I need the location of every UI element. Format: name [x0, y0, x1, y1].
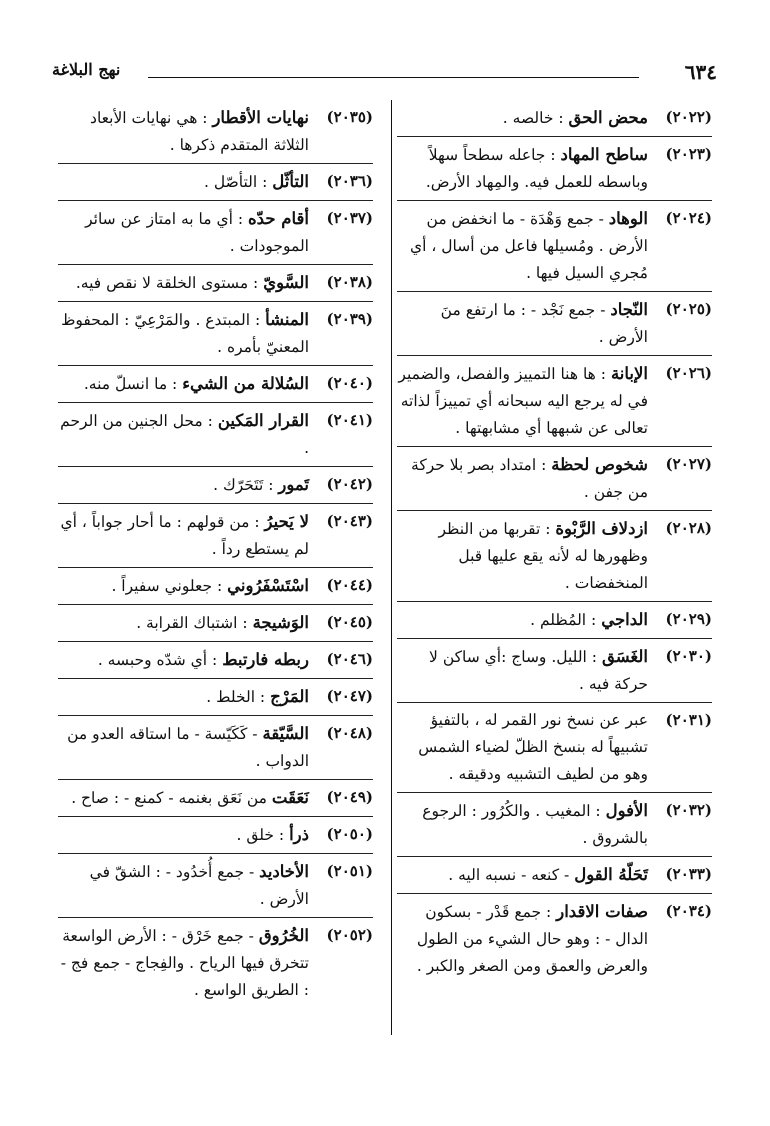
entry-body: [58, 784, 309, 812]
entry-definition: : خلق .: [236, 826, 285, 844]
entry-number: (٢٠٥١): [326, 862, 373, 880]
glossary-entry: [397, 103, 712, 137]
entry-term: الداجي: [601, 610, 648, 629]
entry-definition: : الليل. وساج :أي ساكن لا حركة فيه .: [429, 648, 648, 693]
entry-body: [58, 370, 309, 398]
entry-body: [397, 141, 648, 196]
book-title: نهج البلاغة: [52, 60, 121, 79]
glossary-entry: [58, 820, 373, 854]
entry-definition: : اشتباك القرابة .: [136, 614, 248, 632]
entry-body: [58, 306, 309, 361]
entry-body: [58, 471, 309, 499]
entry-definition: : ها هنا التمييز والفصل، والضمير في له يرجع اليه سبحانه أي تمييزاً لذاته تعالى عن شبهها أي مشابهتها .: [398, 365, 648, 437]
glossary-entry: [58, 783, 373, 817]
entry-definition: : المغيب . والكُرُور : الرجوع بالشروق .: [422, 802, 648, 847]
entry-term: اسْتَسْفَرُوني: [227, 576, 309, 595]
entry-definition: - جمع خَرْق - : الأرض الواسعة تتخرق فيها الرياح . والفِجاج - جمع فج - : الطريق الواسع .: [60, 927, 309, 999]
entry-body: [397, 797, 648, 852]
glossary-entry: [397, 140, 712, 201]
entry-body: [58, 683, 309, 711]
entry-number: (٢٠٣١): [665, 711, 712, 729]
entry-term: المنشأ: [265, 310, 309, 329]
left-column: [58, 103, 373, 1011]
header-rule: [148, 77, 639, 78]
entry-term: الإبانة: [610, 364, 648, 383]
glossary-entry: [397, 796, 712, 857]
entry-body: [397, 898, 648, 980]
entry-definition: : تقربها من النظر وظهورها له لأنه يقع عليها قبل المنخفضات .: [438, 520, 648, 592]
glossary-entry: [58, 268, 373, 302]
entry-body: [397, 707, 648, 788]
entry-body: [58, 572, 309, 600]
entry-definition: : المُظلم .: [530, 611, 597, 629]
glossary-entry: [58, 571, 373, 605]
entry-definition: : هي نهايات الأبعاد الثلاثة المتقدم ذكرها .: [90, 109, 309, 154]
entry-term: محض الحق: [568, 108, 648, 127]
entry-number: (٢٠٢٦): [665, 364, 712, 382]
entry-definition: - كَكَيّسة - ما استاقه العدو من الدواب .: [67, 725, 309, 770]
glossary-entry: [58, 406, 373, 467]
entry-number: (٢٠٢٢): [665, 108, 712, 126]
entry-number: (٢٠٥٢): [326, 926, 373, 944]
entry-term: تَمور: [278, 475, 309, 494]
entry-definition: : من قولهم : ما أحار جواباً ، أي لم يستطع رداً .: [60, 513, 309, 558]
entry-number: (٢٠٤٩): [326, 788, 373, 806]
glossary-entry: [397, 514, 712, 602]
entry-number: (٢٠٤٦): [326, 650, 373, 668]
entry-number: (٢٠٣٧): [326, 209, 373, 227]
entry-definition: - جمع أُخدُود - : الشقّ في الأرض .: [89, 863, 309, 908]
glossary-entry: [397, 204, 712, 292]
entry-body: [58, 104, 309, 159]
entry-number: (٢٠٢٧): [665, 455, 712, 473]
entry-body: [58, 821, 309, 849]
entry-number: (٢٠٣٥): [326, 108, 373, 126]
glossary-entry: [58, 369, 373, 403]
entry-number: (٢٠٢٤): [665, 209, 712, 227]
entry-term: ربطه فارتبط: [222, 650, 309, 669]
entry-term: تَحَلّهُ القول: [574, 865, 648, 884]
entry-term: المَرْج: [270, 687, 309, 706]
entry-number: (٢٠٣٣): [665, 865, 712, 883]
glossary-entry: [397, 897, 712, 984]
entry-term: الخُرُوق: [258, 926, 309, 945]
entry-body: [397, 643, 648, 698]
glossary-entry: [58, 305, 373, 366]
entry-term: الأخاديد: [259, 862, 309, 881]
page-header: [52, 60, 717, 90]
entry-definition: من نَعَق بغنمه - كمنع - : صاح .: [71, 789, 267, 807]
glossary-entry: [58, 857, 373, 918]
entry-number: (٢٠٣٨): [326, 273, 373, 291]
entry-term: السَّويّ: [263, 273, 309, 292]
entry-definition: : الخلط .: [206, 688, 266, 706]
entry-term: نَعَقَت: [271, 788, 309, 807]
glossary-entry: [58, 645, 373, 679]
entry-body: [397, 451, 648, 506]
entry-number: (٢٠٣٦): [326, 172, 373, 190]
entry-number: (٢٠٥٠): [326, 825, 373, 843]
glossary-entry: [58, 608, 373, 642]
entry-body: [397, 296, 648, 351]
entry-number: (٢٠٢٣): [665, 145, 712, 163]
entry-term: ازدلاف الرَّبْوة: [555, 519, 648, 538]
entry-number: (٢٠٤٧): [326, 687, 373, 705]
entry-term: النّجاد: [610, 300, 648, 319]
glossary-entry: [58, 682, 373, 716]
entry-number: (٢٠٣٠): [665, 647, 712, 665]
entry-body: [397, 360, 648, 442]
glossary-entry: [58, 204, 373, 265]
entry-body: [58, 646, 309, 674]
entry-number: (٢٠٤٨): [326, 724, 373, 742]
entry-term: الوهاد: [608, 209, 648, 228]
entry-definition: - كنعه - نسبه اليه .: [448, 866, 570, 884]
entry-definition: : جاعله سطحاً سهلاً وباسطه للعمل فيه. والمِهاد الأرض.: [425, 146, 648, 191]
entry-definition: عبر عن نسخ نور القمر له ، بالتفيؤ تشبيهاً له بنسخ الظلّ لضياء الشمس وهو من لطيف التشبيه ودقيقه .: [418, 711, 648, 783]
right-column: [397, 103, 712, 987]
entry-term: الغَسَق: [601, 647, 648, 666]
entry-body: [397, 606, 648, 634]
entry-definition: - جمع نَجْد - : ما ارتفع منَ الأرض .: [440, 301, 648, 346]
entry-body: [58, 269, 309, 297]
entry-body: [397, 104, 648, 132]
page-number: ٦٣٤: [684, 60, 717, 84]
entry-term: نهايات الأقطار: [212, 108, 309, 127]
glossary-entry: [397, 642, 712, 703]
entry-body: [58, 720, 309, 775]
entry-definition: : محل الجنين من الرحم .: [60, 412, 309, 457]
entry-number: (٢٠٤٤): [326, 576, 373, 594]
glossary-entry: [58, 470, 373, 504]
glossary-entry: [58, 719, 373, 780]
glossary-entry: [58, 103, 373, 164]
entry-term: السُلالة من الشيء: [182, 374, 309, 393]
entry-term: القرار المَكين: [217, 411, 309, 430]
entry-number: (٢٠٤٣): [326, 512, 373, 530]
entry-body: [58, 508, 309, 563]
glossary-entry: [397, 450, 712, 511]
glossary-entry: [397, 605, 712, 639]
glossary-entry: [397, 359, 712, 447]
entry-term: لا يَحيرُ: [264, 512, 309, 531]
column-divider: [391, 100, 392, 1035]
entry-definition: : ما انسلّ منه.: [83, 375, 178, 393]
entry-definition: : أي شدّه وحبسه .: [97, 651, 218, 669]
entry-body: [58, 858, 309, 913]
entry-definition: : تَتَحَرّك .: [213, 476, 274, 494]
entry-definition: : المبتدع . والمَرْعِيّ : المحفوظ المعنيّ بأمره .: [61, 311, 309, 356]
entry-body: [397, 515, 648, 597]
entry-number: (٢٠٣٢): [665, 801, 712, 819]
glossary-entry: [58, 921, 373, 1008]
entry-body: [58, 205, 309, 260]
entry-body: [58, 168, 309, 196]
entry-body: [397, 861, 648, 889]
entry-number: (٢٠٣٩): [326, 310, 373, 328]
entry-term: صفات الاقدار: [556, 902, 648, 921]
entry-term: الأفول: [605, 801, 648, 820]
glossary-entry: [58, 507, 373, 568]
entry-number: (٢٠٤٥): [326, 613, 373, 631]
entry-term: ذرأ: [289, 825, 309, 844]
entry-body: [58, 609, 309, 637]
entry-number: (٢٠٤٢): [326, 475, 373, 493]
entry-body: [397, 205, 648, 287]
glossary-entry: [397, 295, 712, 356]
glossary-entry: [397, 706, 712, 793]
glossary-entry: [58, 167, 373, 201]
entry-definition: - جمع وَهْدَة - ما انخفض من الأرض . ومُسيلها فاعل من أسال ، أي مُجري السيل فيها .: [409, 210, 648, 282]
entry-definition: : مستوى الخلقة لا نقص فيه.: [75, 274, 259, 292]
entry-definition: : خالصه .: [502, 109, 564, 127]
glossary-entry: [397, 860, 712, 894]
entry-body: [58, 922, 309, 1004]
entry-number: (٢٠٤٠): [326, 374, 373, 392]
entry-definition: : جعلوني سفيراً .: [111, 577, 223, 595]
entry-number: (٢٠٣٤): [665, 902, 712, 920]
entry-term: أقام حدّه: [248, 209, 309, 228]
entry-definition: : جمع قَدْر - بسكون الدال - : وهو حال الشيء من الطول والعرض والعمق ومن الصغر والكبر .: [416, 903, 648, 975]
entry-body: [58, 407, 309, 462]
entry-term: السَّيّقة: [262, 724, 309, 743]
entry-term: التأثّل: [272, 172, 309, 191]
entry-definition: : أي ما به امتاز عن سائر الموجودات .: [85, 210, 309, 255]
entry-number: (٢٠٢٥): [665, 300, 712, 318]
entry-term: شخوص لحظة: [551, 455, 648, 474]
entry-number: (٢٠٢٨): [665, 519, 712, 537]
entry-definition: : التأصّل .: [204, 173, 268, 191]
entry-definition: : امتداد بصر بلا حركة من جفن .: [411, 456, 648, 501]
entry-term: الوَشيجة: [252, 613, 309, 632]
entry-term: ساطح المهاد: [560, 145, 648, 164]
entry-number: (٢٠٤١): [326, 411, 373, 429]
entry-number: (٢٠٢٩): [665, 610, 712, 628]
